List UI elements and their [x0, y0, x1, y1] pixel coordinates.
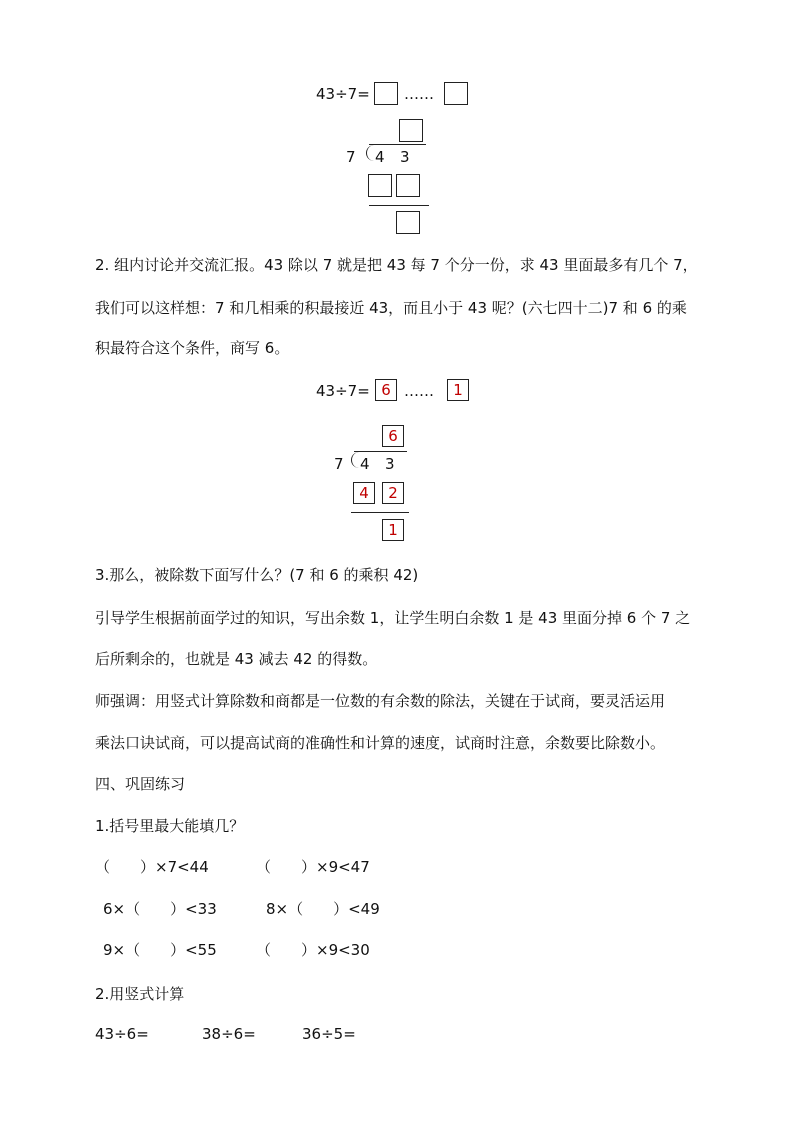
example1-division-quotient-box	[399, 119, 423, 142]
example2-subtraction-line	[351, 512, 409, 513]
q1-item: （ ）×9<30	[256, 941, 370, 959]
paragraph3-line2: 引导学生根据前面学过的知识，写出余数 1，让学生明白余数 1 是 43 里面分掉 6 个 7 之	[95, 609, 691, 627]
example1-product-ones-box	[396, 174, 420, 197]
paragraph3-line1: 3.那么，被除数下面写什么？(7 和 6 的乘积 42)	[95, 566, 419, 584]
paragraph2-line3: 积最符合这个条件，商写 6。	[95, 339, 290, 357]
example1-remainder-box	[444, 82, 468, 105]
paragraph3-line5: 乘法口诀试商，可以提高试商的准确性和计算的速度，试商时注意，余数要比除数小。	[95, 734, 666, 752]
paragraph2-line2: 我们可以这样想：7 和几相乘的积最接近 43，而且小于 43 呢？(六七四十二)7 和 6 的乘	[95, 299, 687, 317]
q1-item: 8×（ ）<49	[266, 900, 380, 918]
paragraph3-line4: 师强调：用竖式计算除数和商都是一位数的有余数的除法，关键在于试商，要灵活运用	[95, 692, 666, 710]
q1-item: 6×（ ）<33	[103, 900, 217, 918]
q2-item: 36÷5=	[302, 1025, 356, 1043]
example2-dots: ……	[404, 382, 434, 400]
example1-equation: 43÷7=	[316, 85, 370, 103]
example2-product-tens-box: 4	[353, 482, 375, 504]
example1-subtraction-line	[369, 205, 429, 206]
example1-dividend-ones: 3	[400, 148, 410, 166]
example2-equation: 43÷7=	[316, 382, 370, 400]
example2-division-bar	[354, 451, 407, 452]
paragraph3-line3: 后所剩余的，也就是 43 减去 42 的得数。	[95, 650, 378, 668]
paragraph2-line1: 2. 组内讨论并交流汇报。43 除以 7 就是把 43 每 7 个分一份，求 43 里面最多有几个 7，	[95, 256, 698, 274]
example2-product-ones-box: 2	[382, 482, 404, 504]
example2-quotient-box: 6	[375, 379, 397, 401]
example2-dividend-tens: 4	[360, 455, 370, 473]
example1-dividend-tens: 4	[375, 148, 385, 166]
q1-title: 1.括号里最大能填几？	[95, 817, 245, 835]
example1-division-bar	[369, 144, 426, 145]
q1-item: 9×（ ）<55	[103, 941, 217, 959]
q1-item: （ ）×9<47	[256, 858, 370, 876]
q1-item: （ ）×7<44	[95, 858, 209, 876]
example1-quotient-box	[374, 82, 398, 105]
q2-title: 2.用竖式计算	[95, 985, 185, 1003]
example2-division-quotient-box: 6	[382, 425, 404, 447]
example1-product-tens-box	[368, 174, 392, 197]
q2-item: 38÷6=	[202, 1025, 256, 1043]
section4-heading: 四、巩固练习	[95, 775, 186, 793]
example1-result-box	[396, 211, 420, 234]
example2-result-box: 1	[382, 519, 404, 541]
example1-dots: ……	[404, 85, 434, 103]
example2-divisor: 7	[334, 455, 344, 473]
example2-dividend-ones: 3	[385, 455, 395, 473]
example2-remainder-box: 1	[447, 379, 469, 401]
q2-item: 43÷6=	[95, 1025, 149, 1043]
example1-divisor: 7	[346, 148, 356, 166]
